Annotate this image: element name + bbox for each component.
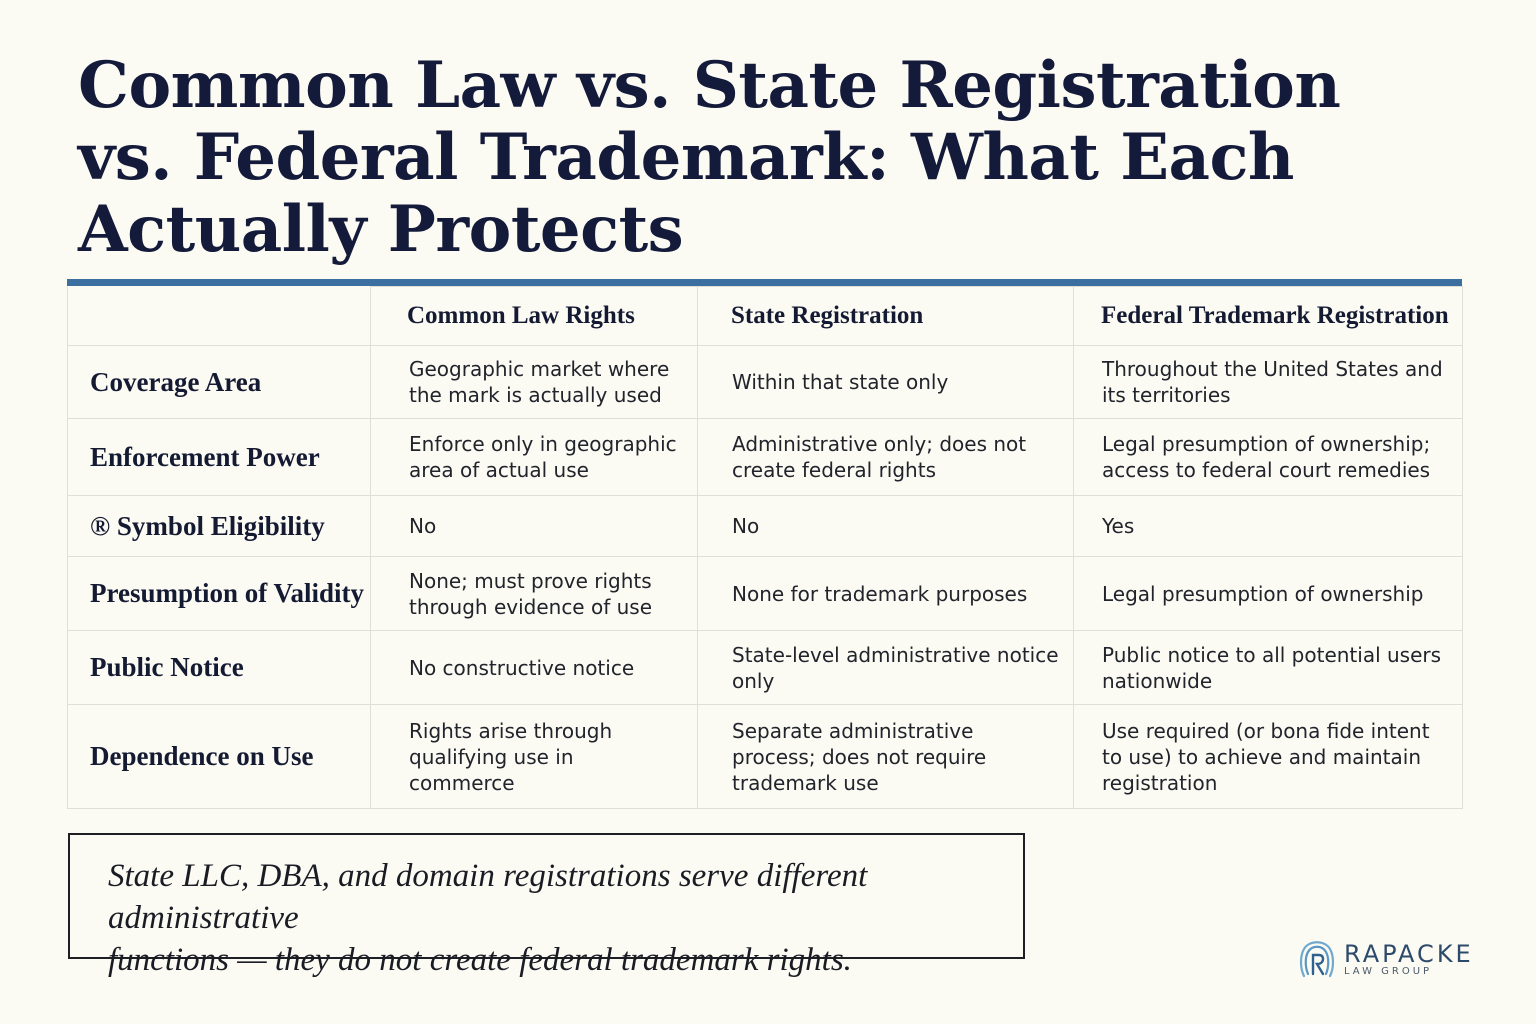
- row-header-symbol-eligibility: ® Symbol Eligibility: [68, 496, 371, 557]
- callout-note: [68, 833, 1025, 978]
- table-cell: State-level administrative notice only: [698, 631, 1074, 705]
- table-cell: Legal presumption of ownership; access to federal court remedies: [1074, 419, 1463, 496]
- column-header-federal: Federal Trademark Registration: [1074, 287, 1463, 346]
- table-cell: Throughout the United States and its territories: [1074, 346, 1463, 419]
- table-cell: Legal presumption of ownership: [1074, 557, 1463, 631]
- title-line-1: Common Law vs. State Registration: [78, 48, 1341, 123]
- table-cell: No constructive notice: [371, 631, 698, 705]
- fingerprint-r-icon: [1298, 936, 1336, 984]
- table-cell: None; must prove rights through evidence of use: [371, 557, 698, 631]
- row-header-public-notice: Public Notice: [68, 631, 371, 705]
- table-cell: None for trademark purposes: [698, 557, 1074, 631]
- table-row: [68, 631, 1463, 705]
- callout-line-2: functions — they do not create federal trademark rights.: [108, 942, 852, 978]
- table-cell: Geographic market where the mark is actually used: [371, 346, 698, 419]
- row-header-dependence-on-use: Dependence on Use: [68, 705, 371, 809]
- page-title: [78, 48, 1341, 267]
- column-header-common-law: Common Law Rights: [371, 287, 698, 346]
- table-row: [68, 557, 1463, 631]
- table-header-row: [68, 287, 1463, 346]
- table-cell: No: [698, 496, 1074, 557]
- table-row: [68, 496, 1463, 557]
- title-line-2: vs. Federal Trademark: What Each: [78, 120, 1294, 195]
- table-cell: Separate administrative process; does not require trademark use: [698, 705, 1074, 809]
- comparison-table: [67, 286, 1463, 809]
- logo-name: RAPACKE: [1344, 940, 1474, 968]
- table-cell: Public notice to all potential users nationwide: [1074, 631, 1463, 705]
- table-cell: Within that state only: [698, 346, 1074, 419]
- column-header-state: State Registration: [698, 287, 1074, 346]
- row-header-enforcement-power: Enforcement Power: [68, 419, 371, 496]
- callout-line-1: State LLC, DBA, and domain registrations serve different administrative: [108, 858, 868, 936]
- table-row: [68, 705, 1463, 809]
- title-line-3: Actually Protects: [78, 192, 684, 267]
- table-row: [68, 346, 1463, 419]
- title-divider: [67, 279, 1462, 286]
- table-cell: Enforce only in geographic area of actual use: [371, 419, 698, 496]
- table-cell: Yes: [1074, 496, 1463, 557]
- logo-subtitle: LAW GROUP: [1344, 966, 1433, 977]
- table-cell: Administrative only; does not create federal rights: [698, 419, 1074, 496]
- table-row: [68, 419, 1463, 496]
- corner-cell: [68, 287, 371, 346]
- table-cell: Use required (or bona fide intent to use) to achieve and maintain registration: [1074, 705, 1463, 809]
- row-header-presumption-of-validity: Presumption of Validity: [68, 557, 371, 631]
- table-cell: Rights arise through qualifying use in commerce: [371, 705, 698, 809]
- table-cell: No: [371, 496, 698, 557]
- brand-logo: [1298, 936, 1498, 986]
- row-header-coverage-area: Coverage Area: [68, 346, 371, 419]
